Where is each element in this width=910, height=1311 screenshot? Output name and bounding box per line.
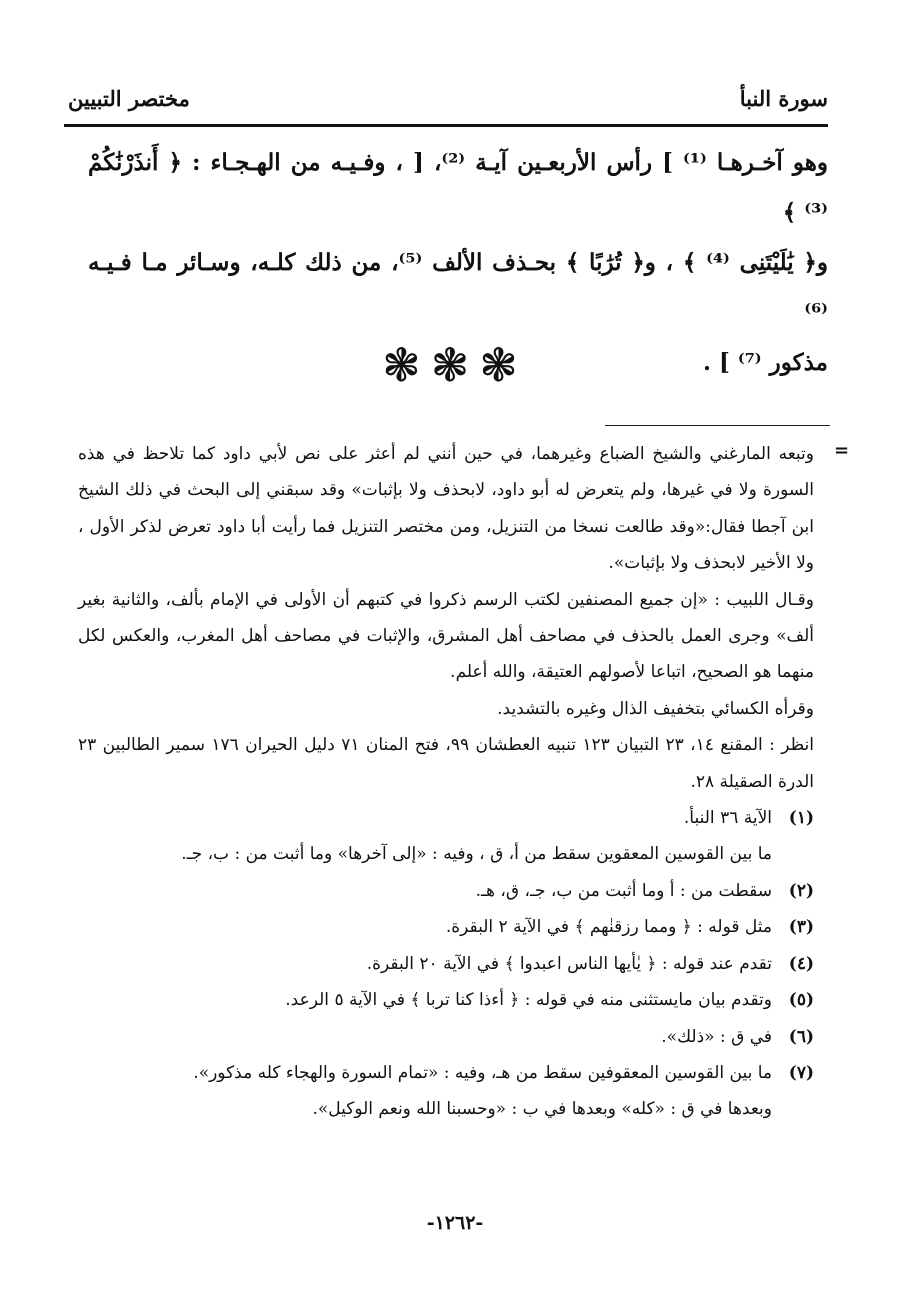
- footnote-number: (٧): [788, 1062, 814, 1083]
- footnote-number: (٦): [788, 1026, 814, 1047]
- footnote-item: [78, 836, 814, 872]
- footnote-number: [772, 836, 814, 872]
- surah-title: سورة النبأ: [739, 85, 828, 111]
- footnote-item: [78, 1091, 814, 1127]
- main-line: وهو آخـرهـا ⁽¹⁾ ] رأس الأربعـين آيـة ⁽²⁾، [ ، وفـيـه من الهـجـاء : ﴿ أَنذَرْنَٰكُمْ ⁽³⁾ ﴾: [88, 149, 828, 226]
- footnote-item: [78, 873, 814, 909]
- footnote-text: وتقدم بيان مايستثنى منه في قوله : ﴿ أءذا كنا تربا ﴾ في الآية ٥ الرعد.: [285, 990, 772, 1011]
- footnote-text: مثل قوله : ﴿ ومما رزقنٰهم ﴾ في الآية ٢ البقرة.: [445, 917, 772, 938]
- page-number: -١٢٦٢-: [426, 1212, 484, 1234]
- footnote-text: الآية ٣٦ النبأ.: [683, 808, 772, 829]
- footnote-text: في ق : «ذلك».: [661, 1026, 772, 1047]
- book-title: مختصر التبيين: [68, 85, 190, 111]
- footnote-paragraph: وتبعه المارغني والشيخ الضباع وغيرهما، في حين أنني لم أعثر على نص لأبي داود كما تلاحظ في هذه السورة ولا في غيرها، ولم يتعرض له أبو داود، لابحذف ولا بإثبات» وقد سبقني إلى البحث في ذلك الشيخ ابن آجطا فقال:«وقد طالعت نسخا من التنزيل، ومن مختصر التنزيل فما رأيت أبا داود تعرض لذكر الأول ، ولا الأخير لابحذف ولا بإثبات».: [78, 444, 814, 574]
- footnote-number: (٣): [788, 917, 814, 938]
- continuation-marker: =: [834, 440, 850, 461]
- footnote-item: [78, 1019, 814, 1055]
- footnote-item: [78, 909, 814, 945]
- running-header: [68, 82, 828, 114]
- footnote-number: [772, 1091, 814, 1127]
- footnote-text: تقدم عند قوله : ﴿ يٰأيها الناس اعبدوا ﴾ في الآية ٢٠ البقرة.: [366, 953, 772, 974]
- footnote-number: (٤): [788, 953, 814, 974]
- footnote-paragraph: انظر : المقنع ١٤، ٢٣ التبيان ١٢٣ تنبيه العطشان ٩٩، فتح المنان ٧١ دليل الحيران ١٧٦ سمير الطالبين ٢٣ الدرة الصقيلة ٢٨.: [78, 735, 815, 792]
- footnote-text: ما بين القوسين المعقوفين سقط من هـ، وفيه : «تمام السورة والهجاء كله مذكور».: [193, 1062, 772, 1083]
- footnote-number: (١): [788, 808, 814, 829]
- header-rule: [64, 124, 828, 127]
- footnote-item: [78, 946, 814, 982]
- footnotes: [78, 436, 814, 1128]
- footnote-item: [78, 1055, 814, 1091]
- footnote-number: (٥): [788, 990, 814, 1011]
- footnote-text: سقطت من : أ وما أثبت من ب، جـ، ق، هـ.: [475, 880, 772, 901]
- main-line: و﴿ يَٰلَيْتَنِى ⁽⁴⁾ ﴾ ، و﴿ تُرَٰبًا ﴾ بحـذف الألف ⁽⁵⁾، من ذلك كلـه، وسـائر مـا فـيـه ⁽⁶⁾: [88, 249, 828, 326]
- footnote-text: ما بين القوسين المعقوين سقط من أ، ق ، وفيه : «إلى آخرها» وما أثبت من : ب، جـ.: [181, 844, 772, 865]
- footnote-item: [78, 800, 814, 836]
- main-line: مذكور ⁽⁷⁾ ] .: [702, 349, 828, 376]
- footnote-paragraph: وقـال اللبيب : «إن جميع المصنفين لكتب الرسم ذكروا في كتبهم أن الأولى في الإمام بألف، والثانية بغير ألف» وجرى العمل بالحذف في مصاحف أهل المشرق، والإثبات في مصاحف أهل المغرب، والعكس لكل منهما هو الصحيح، اتباعا لأصولهم العتيقة، والله أعلم.: [78, 589, 814, 683]
- footnote-text: وبعدها في ق : «كله» وبعدها في ب : «وحسبنا الله ونعم الوكيل».: [312, 1099, 772, 1120]
- footnote-number: (٢): [788, 880, 814, 901]
- section-separator: ❃❃❃: [382, 338, 528, 392]
- footnote-item: [78, 982, 814, 1018]
- footnote-paragraph: وقرأه الكسائي بتخفيف الذال وغيره بالتشديد.: [497, 698, 814, 719]
- footnote-rule: [605, 425, 830, 426]
